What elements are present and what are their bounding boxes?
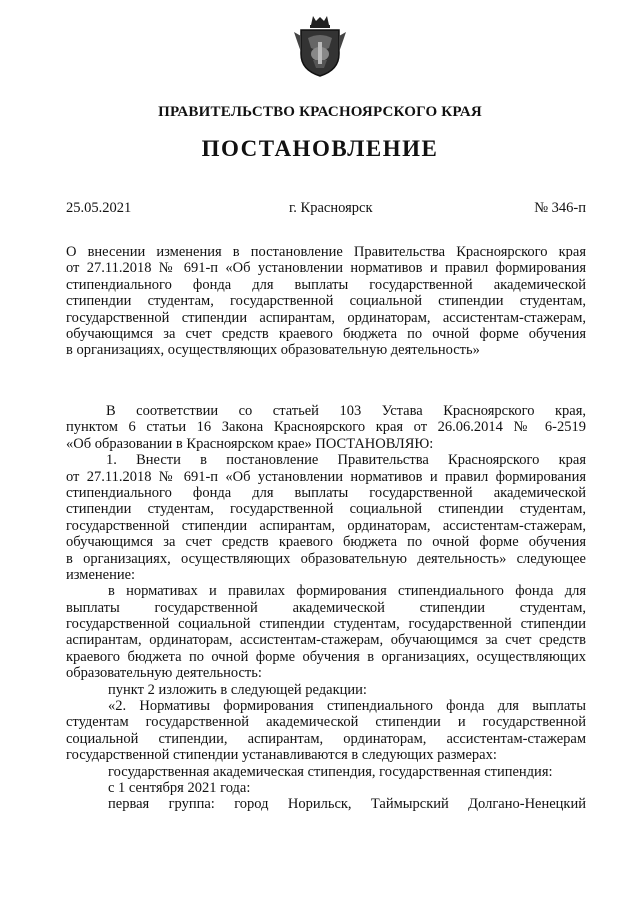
body-line: 1. Внести в постановление Правительства Красноярского края: [106, 452, 586, 469]
body-line: стипендиального фонда для выплаты государственной академической: [66, 484, 586, 501]
title-line: государственной стипендии аспирантам, ординаторам, ассистентам-стажерам,: [66, 309, 586, 326]
coat-of-arms-icon: [293, 14, 347, 78]
government-name: ПРАВИТЕЛЬСТВО КРАСНОЯРСКОГО КРАЯ: [158, 104, 482, 120]
decree-number: № 346-п: [534, 200, 586, 216]
body-line: образовательную деятельность:: [66, 665, 262, 682]
title-line: от 27.11.2018 № 691-п «Об установлении нормативов и правил формирования: [66, 260, 586, 277]
title-line: стипендиального фонда для выплаты государственной академической: [66, 276, 586, 293]
body-line: от 27.11.2018 № 691-п «Об установлении нормативов и правил формирования: [66, 468, 586, 485]
decree-meta-row: [66, 200, 586, 220]
title-line: обучающимся за счет средств краевого бюджета по очной форме обучения: [66, 325, 586, 342]
body-line: студентам государственной академической стипендии и государственной: [66, 714, 586, 731]
decree-body: [66, 403, 586, 813]
body-line: обучающимся за счет средств краевого бюджета по очной форме обучения: [66, 534, 586, 551]
decree-title: [66, 244, 586, 359]
body-line: пункт 2 изложить в следующей редакции:: [108, 681, 367, 698]
document-type-title: ПОСТАНОВЛЕНИЕ: [201, 136, 439, 161]
body-line: в нормативах и правилах формирования стипендиального фонда для: [108, 583, 586, 600]
body-line: изменение:: [66, 566, 136, 583]
title-line: в организациях, осуществляющих образовательную деятельность»: [66, 342, 480, 359]
body-line: в организациях, осуществляющих образовательную деятельность» следующее: [66, 550, 586, 567]
title-line: О внесении изменения в постановление Правительства Красноярского края: [66, 244, 586, 260]
body-line: государственной социальной стипендии студентам, государственной стипендии: [66, 616, 586, 633]
body-line: В соответствии со статьей 103 Устава Красноярского края,: [106, 403, 586, 419]
body-line: первая группа: город Норильск, Таймырский Долгано-Ненецкий: [108, 796, 586, 813]
body-line: выплаты государственной академической стипендии студентам,: [66, 599, 586, 616]
body-line: государственной стипендии устанавливаются в следующих размерах:: [66, 747, 497, 764]
decree-city: г. Красноярск: [289, 200, 373, 216]
body-line: краевого бюджета по очной форме обучения в организациях, осуществляющих: [66, 648, 586, 665]
title-line: стипендии студентам, государственной социальной стипендии студентам,: [66, 293, 586, 310]
decree-date: 25.05.2021: [66, 200, 132, 216]
body-line: «Об образовании в Красноярском крае» ПОСТАНОВЛЯЮ:: [66, 435, 434, 452]
body-line: пунктом 6 статьи 16 Закона Красноярского края от 26.06.2014 № 6-2519: [66, 419, 586, 436]
body-line: государственной стипендии аспирантам, ординаторам, ассистентам-стажерам,: [66, 517, 586, 534]
body-line: государственная академическая стипендия, государственная стипендия:: [108, 763, 553, 780]
body-line: аспирантам, ординаторам, ассистентам-стажерам, обучающимся за счет средств: [66, 632, 586, 649]
body-line: социальной стипендии, аспирантам, ординаторам, ассистентам-стажерам: [66, 730, 586, 747]
body-line: «2. Нормативы формирования стипендиального фонда для выплаты: [108, 698, 586, 715]
body-line: стипендии студентам, государственной социальной стипендии студентам,: [66, 501, 586, 518]
body-line: с 1 сентября 2021 года:: [108, 779, 251, 796]
